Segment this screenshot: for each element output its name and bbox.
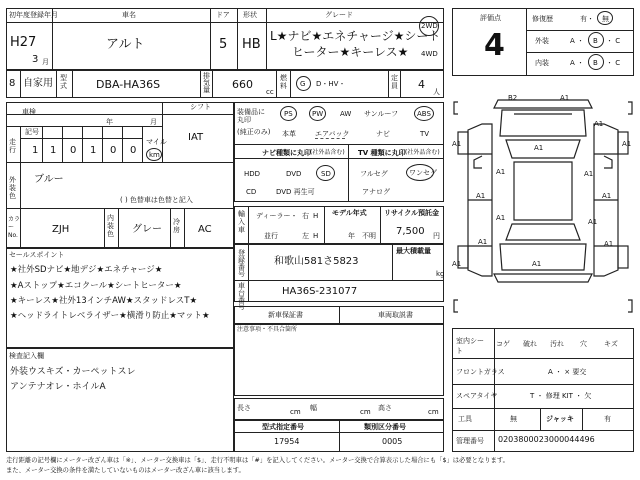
mileage-digit-5: 0 [110, 145, 117, 156]
int-color-value: グレー [132, 224, 162, 235]
diagram-label-a1-2: A1 [452, 140, 462, 148]
mileage-label: 走行 [9, 138, 16, 154]
diagram-label-a1-3: A1 [622, 140, 632, 148]
ext-c: ・ C [606, 37, 621, 45]
model-year-unknown: 不明 [362, 232, 376, 240]
import-h-2: H [313, 232, 319, 240]
dim-width-unit: cm [360, 408, 371, 416]
manual-label: 車両取説書 [378, 311, 413, 319]
tools-label: 工具 [458, 415, 472, 423]
ext-b: B [593, 37, 598, 45]
row-num: 8 [9, 78, 16, 89]
recycle-label: リサイクル預託金 [384, 209, 440, 217]
era-year: H27 [10, 35, 37, 50]
navi-title: ナビ種類に丸印 [262, 149, 311, 157]
front-glass-opts: A ・ × 要交 [548, 368, 587, 376]
disp-unit: cc [266, 88, 274, 96]
fuel-g: G [300, 80, 306, 88]
diagram-label-a1-8: A1 [476, 192, 486, 200]
km-label: km [149, 151, 160, 159]
mileage-sub: 記号 [25, 128, 39, 136]
capacity-value: 4 [418, 78, 425, 91]
new-car-warranty: 新車保証書 [268, 311, 303, 319]
ac-value: AC [198, 224, 212, 235]
car-diagram-svg [452, 80, 634, 324]
chassis-value: HA36S-231077 [282, 286, 358, 297]
shaken-label: 車検 [22, 108, 36, 116]
car-name-label: 車名 [122, 11, 136, 19]
import-right: 右 [302, 212, 309, 220]
recycle-value: 7,500 [396, 226, 425, 237]
fuel-options: D・HV・ [316, 80, 346, 88]
reg-year-label: 初年度登録年月 [9, 11, 58, 19]
tools-value: 無 [510, 415, 517, 423]
model-value: DBA-HA36S [96, 78, 161, 91]
equip-tv: TV [420, 130, 430, 138]
shaken-month-unit: 月 [150, 118, 157, 126]
sales-line-4: ★ヘッドライトレベライザー★横滑り防止★マット★ [10, 311, 210, 321]
repair-label: 修復歴 [532, 15, 553, 23]
score-label: 評価点 [480, 14, 501, 22]
equip-leather: 本革 [282, 130, 296, 138]
spare-label: スペアタイヤ [456, 392, 498, 400]
diagram-label-a1-13: A1 [604, 240, 614, 248]
sales-line-2: ★Aストップ★エコクール★シートヒーター★ [10, 281, 182, 291]
equip-label: 装備品に丸印 [237, 108, 265, 124]
navi-sd: SD [321, 170, 331, 178]
drive-4wd: 4WD [421, 50, 438, 58]
equip-abs: ABS [417, 110, 431, 118]
shift-value: IAT [188, 132, 204, 143]
score-value: 4 [484, 28, 505, 63]
equip-ps: PS [284, 110, 293, 118]
color-code-label: カラー No. [8, 216, 21, 239]
chassis-label: 車台番号 [238, 282, 245, 311]
drive-2wd: 2WD [421, 22, 438, 30]
mileage-digit-2: 1 [50, 145, 57, 156]
navi-dvd-play: DVD 再生可 [276, 188, 315, 196]
doors-value: 5 [219, 37, 228, 52]
diagram-label-a1-14: A1 [452, 260, 462, 268]
grade-label: グレード [325, 11, 353, 19]
diagram-label-a1-9: A1 [602, 192, 612, 200]
dim-height: 高さ [378, 404, 392, 412]
use-type: 自家用 [23, 78, 53, 89]
max-load-unit: kg [436, 270, 445, 278]
seat-opt-1: コゲ [496, 340, 510, 348]
diagram-label-a1-12: A1 [478, 238, 488, 246]
footer-line-1: 走行距離の記号欄にメーター改ざん車は「※」、メーター交換車は「$」、走行不明車は「#」を記入してください。メーター交換で合算表示した場合にも「$」は必要となります。 [6, 457, 509, 464]
type-num-value: 17954 [274, 437, 300, 446]
color-code-value: ZJH [52, 224, 70, 235]
sales-label: セールスポイント [9, 251, 65, 259]
inspector-block [6, 348, 234, 452]
mgmt-label: 管理番号 [456, 437, 484, 445]
mileage-digit-6: 0 [130, 145, 137, 156]
import-left: 左 [302, 232, 309, 240]
fuel-label: 燃料 [280, 74, 287, 90]
diagram-label-a1-15: A1 [532, 260, 542, 268]
import-h-1: H [313, 212, 319, 220]
class-num-value: 0005 [382, 437, 403, 446]
diagram-label-a1-6: A1 [496, 168, 506, 176]
tv-title-sub: (社外品含む) [405, 149, 440, 156]
int-a: A ・ [570, 59, 585, 67]
dim-length-unit: cm [290, 408, 301, 416]
color-value: ブルー [34, 174, 64, 185]
seat-opt-3: 汚れ [550, 340, 564, 348]
tv-title: TV 種類に丸印 [358, 149, 406, 157]
reg-label: 登録番号 [238, 249, 245, 278]
doors-label: ドア [216, 11, 230, 19]
shaken-year-unit: 年 [106, 118, 113, 126]
shape-label: 形状 [243, 11, 257, 19]
mgmt-value: 0203800023000044496 [498, 435, 595, 444]
equip-navi: ナビ [376, 130, 390, 138]
color-label: 外装色 [9, 176, 16, 200]
int-c: ・ C [606, 59, 621, 67]
disp-value: 660 [232, 78, 253, 91]
import-label: 輸入車 [238, 210, 245, 234]
month-unit: 月 [42, 58, 49, 66]
car-diagram [452, 80, 634, 324]
model-label: 型式 [60, 74, 67, 90]
mileage-digit-4: 1 [90, 145, 97, 156]
equip-sunroof: サンルーフ [364, 110, 399, 118]
repair-yes: 有・ [580, 15, 594, 23]
repair-none: 無 [602, 15, 609, 23]
equip-airbag: エアバック [315, 130, 350, 138]
sales-line-3: ★キーレス★社外13インチAW★スタッドレスT★ [10, 296, 198, 306]
inspector-line-1: 外装ウスキズ・カーペットスレ [10, 367, 136, 377]
tv-fullseg: フルセグ [360, 170, 388, 178]
equip-aw: AW [340, 110, 352, 118]
int-b: B [593, 59, 598, 67]
max-load-label: 最大積載量 [396, 247, 431, 255]
navi-hdd: HDD [244, 170, 261, 178]
equip-pw: PW [312, 110, 324, 118]
reg-value: 和歌山581さ5823 [274, 256, 359, 267]
equip-sub: (純正のみ) [237, 128, 271, 136]
diagram-label-a1-7: A1 [584, 170, 594, 178]
navi-dvd: DVD [286, 170, 302, 178]
color-note: ( ) 色替車は色替と記入 [120, 196, 193, 204]
grade-line-2: ヒーター★キーレス★ [292, 45, 409, 59]
mile-label: マイル [146, 138, 167, 146]
ac-label: 冷房 [173, 218, 180, 234]
capacity-unit: 人 [433, 88, 440, 96]
shape-value: HB [242, 37, 261, 52]
ext-a: A ・ [570, 37, 585, 45]
tv-analog: アナログ [362, 188, 390, 196]
class-num-label: 類別区分番号 [364, 423, 406, 431]
model-year-unit: 年 [348, 232, 355, 240]
diagram-label-a1-1: A1 [560, 94, 570, 102]
type-num-label: 型式指定番号 [262, 423, 304, 431]
mileage-digit-1: 1 [32, 145, 39, 156]
grade-line-1: L★ナビ★エネチャージ★シート [270, 29, 441, 43]
jack-value: 有 [604, 415, 611, 423]
seat-opt-4: 穴 [580, 340, 587, 348]
spare-opts: T ・ 修理 KIT ・ 欠 [530, 392, 592, 400]
import-parallel: 並行 [264, 232, 278, 240]
front-glass-label: フロントガラス [456, 368, 505, 376]
import-dealer: ディーラー・ [256, 212, 298, 220]
mileage-digit-3: 0 [70, 145, 77, 156]
car-name: アルト [106, 37, 145, 52]
int-label: 内装 [535, 59, 549, 67]
footer-line-2: また、メーター交換の条件を満たしていないものはメーター改ざん車に該当します。 [6, 467, 245, 474]
int-color-label: 内装色 [107, 214, 114, 238]
ext-label: 外装 [535, 37, 549, 45]
recycle-unit: 円 [433, 232, 440, 240]
diagram-label-b2: B2 [508, 94, 518, 102]
dim-height-unit: cm [428, 408, 439, 416]
reg-month: 3 [32, 54, 39, 65]
seat-opt-2: 破れ [523, 340, 537, 348]
inspector-label: 検査記入欄 [9, 352, 44, 360]
capacity-label: 定員 [391, 74, 398, 90]
dim-width: 幅 [310, 404, 317, 412]
navi-title-sub: (社外品含む) [310, 149, 345, 156]
seat-opt-5: キズ [604, 340, 618, 348]
sales-line-1: ★社外SDナビ★地デジ★エネチャージ★ [10, 265, 163, 275]
diagram-label-a1-10: A1 [496, 214, 506, 222]
diagram-label-a1-4: A1 [594, 120, 604, 128]
notice-block [234, 324, 444, 396]
dim-length: 長さ [237, 404, 251, 412]
tv-oneseg: ワンセグ [409, 169, 437, 177]
disp-label: 排気量 [203, 72, 210, 94]
model-year-label: モデル年式 [332, 209, 367, 217]
inspector-line-2: アンテナオレ・ホイルA [10, 382, 106, 392]
jack-label: ジャッキ [546, 415, 574, 423]
dims-block [234, 398, 444, 420]
diagram-label-a1-11: A1 [588, 218, 598, 226]
navi-cd: CD [246, 188, 257, 196]
shift-label: シフト [190, 103, 211, 111]
notice-label: 注意事項・不具合箇所 [237, 326, 298, 333]
seat-label: 室内シート [456, 337, 484, 355]
diagram-label-a1-5: A1 [534, 144, 544, 152]
